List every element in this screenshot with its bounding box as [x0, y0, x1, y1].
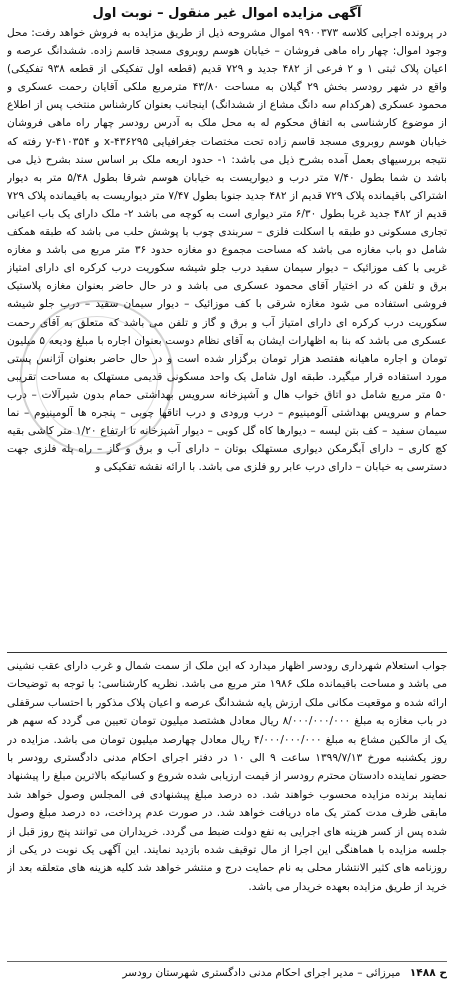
notice-footer: جواب استعلام شهرداری رودسر اظهار میدارد که این ملک از سمت شمال و غرب دارای عقب نشینی می باشد و مساحت باقیمانده ملک ۱۹۸۶ متر مربع می باشد. نظریه کارشناسی: با توجه به توضیحات ارائه شده و موقعیت مکانی ملک ارزش پایه ششدانگ عرصه و اعیان پلاک مذکور با احتساب سرقفلی در باب مغازه به مبلغ ۸/۰۰۰/۰۰۰/۰۰۰ ریال معادل هشتصد میلیون تومان تعیین می گردد که سهم هر یک از مالکین مشاع به مبلغ ۴/۰۰۰/۰۰۰/۰۰۰ ریال معادل چهارصد میلیون تومان می باشد. مزایده در روز یکشنبه مورخ ۱۳۹۹/۷/۱۳ ساعت ۹ الی ۱۰ در دفتر اجرای احکام مدنی دادگستری رودسر با حضور نماینده دادستان محترم رودسر از قیمت ارزیابی شده شروع و کسانیکه بالاترین مبلغ را پیشنهاد نمایند برنده مزایده محسوب خواهند شد. ده درصد مبلغ پیشنهادی فی المجلس وصول خواهد شد مابقی ظرف مدت کمتر یک ماه دریافت خواهد شد. در صورت عدم پرداخت، ده درصد مبلغ وصول شده پس از کسر هزینه های اجرایی به نفع دولت ضبط می گردد. خریداران می توانند پنج روز قبل از جلسه مزایده با هماهنگی این اجرا از مال توقیف شده بازدید نمایند. این آگهی یک نوبت در یکی از روزنامه های کثیر الانتشار محلی به نام حمایت درج و منتشر خواهد شد کلیه هزینه های متعلقه بعد از خرید از طریق مزایده بعهده خریدار می باشد. [7, 660, 447, 893]
signature-text: میرزائی – مدیر اجرای احکام مدنی دادگستری شهرستان رودسر [122, 967, 401, 979]
signature-code: ح ۱۴۸۸ [409, 967, 447, 979]
signature-line [7, 961, 447, 982]
notice-title: آگهی مزایده اموال غیر منقول – نوبت اول [92, 6, 362, 21]
section-divider [7, 652, 447, 653]
notice-body: در پرونده اجرایی کلاسه ۹۹۰۰۳۷۳ اموال مشروحه ذیل از طریق مزایده به فروش خواهد رفت: محل وجود اموال: چهار راه ماهی فروشان – خیابان هوسم روبروی مسجد قاسم زاده. ششدانگ عرصه و اعیان پلاک ثبتی ۱ و ۲ فرعی از ۴۸۲ جدید و ۷۲۹ قدیم (قطعه اول تفکیکی از قطعه ۹۳۸ تفکیکی) واقع در شهر رودسر بخش ۲۹ گیلان به مساحت ۴۳/۸۰ مترمربع ملکی آقایان رحمت عسکری و محمود عسکری (هرکدام سه دانگ مشاع از ششدانگ) اینجانب بعنوان کارشناس منتخب پس از اطلاع از موضوع کارشناسی به اتفاق محکوم له به محل ملک به آدرس رودسر چهار راه ماهی فروشان خیابان هوسم روبروی مسجد قاسم زاده تحت مختصات جغرافیایی x-۴۳۶۲۹۵ و y-۴۱۰۳۵۴ رفته که نتیجه بررسیهای بعمل آمده بشرح ذیل می باشد: ۱- حدود اربعه ملک بر اساس سند بشرح ذیل می باشد ن شما بطول ۷/۴۰ متر درب و دیواریست به خیابان هوسم شرقا بطول ۵/۴۸ متر به دیوار اشتراکی باقیمانده پلاک ۷۲۹ قدیم از ۴۸۲ جدید جنوبا بطول ۷/۴۷ متر دیواریست به باقیمانده پلاک ۷۲۹ قدیم از ۴۸۲ جدید غربا بطول ۶/۳۰ متر دیواری است به کوچه می باشد ۲- ملک دارای یک باب اعیانی تجاری مسکونی دو طبقه با اسکلت فلزی – سربندی چوب با پوشش حلب می باشد که طبقه همکف شامل دو باب مغازه می باشد که مساحت مجموع دو مغازه حدود ۳۶ متر مربع می باشد و مغازه غربی با کف موزائیک – دیوار سیمان سفید درب جلو شیشه سکوریت درب کرکره ای دارای امتیاز برق و تلفن که در اختیار آقای محمود عسکری می باشد و در حال حاضر بعنوان مغازه پلاستیک فروشی استفاده می شود مغازه شرقی با کف موزائیک – دیوار سیمان سفید – درب جلو شیشه سکوریت درب کرکره ای دارای امتیاز آب و برق و گاز و تلفن می باشد که متعلق به آقای رحمت عسکری می باشد که بنا به اظهارات ایشان به آقای نظام دوست بعنوان اجاره با مبلغ ودیعه ۵ میلیون تومان و اجاره ماهیانه هفتصد هزار تومان برگزار شده است و در حال حاضر بعنوان آژانس پستی مورد استفاده قرار میگیرد. طبقه اول شامل یک واحد مسکونی قدیمی مستهلک به مساحت تقریبی ۵۰ متر مربع شامل دو اتاق خواب هال و آشپزخانه سرویس بهداشتی حمام بدون شیرآلات – درب حمام و سرویس بهداشتی آلومینیوم – درب ورودی و درب اتاقها چوبی – پنجره ها آلومینیوم – نما سیمان سفید – کف بتن لیسه – دیوارها کاه گل کوبی – دیوار آشپزخانه تا ارتفاع ۱/۲۰ متر کاشی بقیه کچ کاری – دارای آبگرمکن دیواری مستهلک بوتان – دارای آب و برق و گاز – راه پله فلزی جهت دسترسی به خیابان – دارای درب عابر رو فلزی می باشد. با ارائه نقشه تفکیکی و [7, 27, 447, 474]
